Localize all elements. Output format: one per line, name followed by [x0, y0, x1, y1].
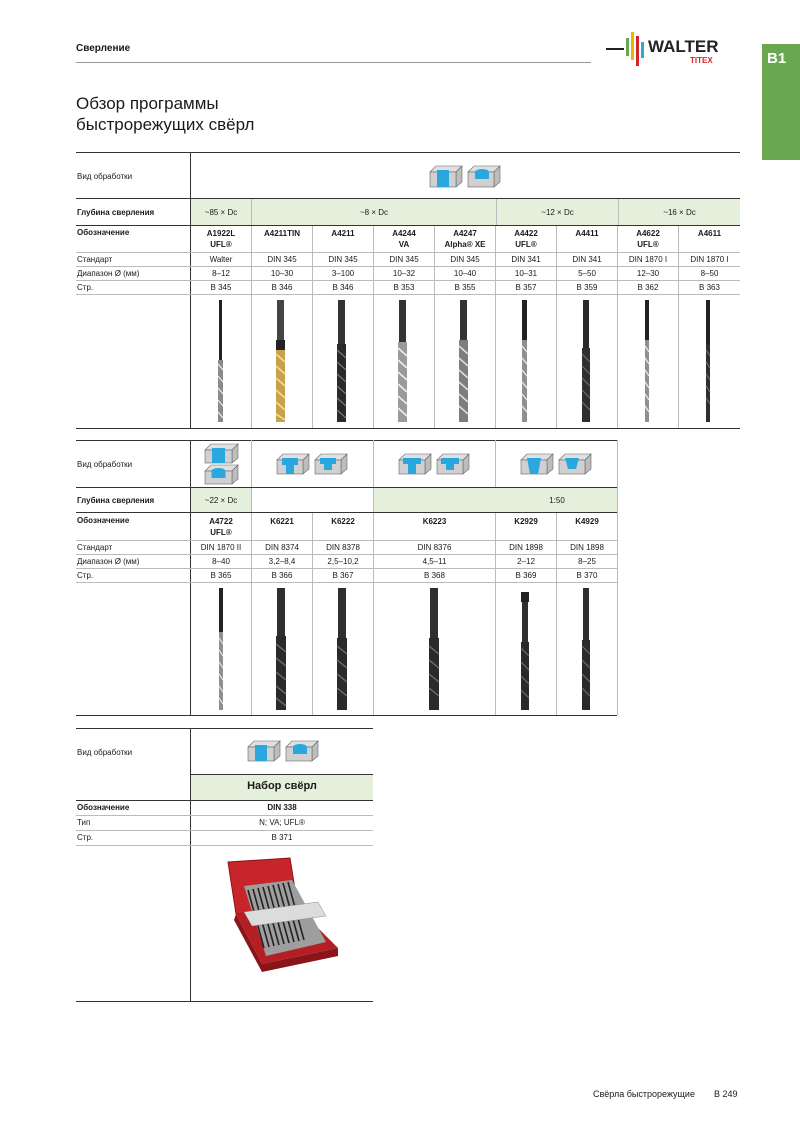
table1-col-standard: DIN 1870 I: [628, 255, 668, 264]
table3-type-label: Тип: [77, 818, 91, 827]
table1-top-rule: [76, 152, 740, 153]
table1-col-designation[interactable]: A4244 VA: [392, 229, 416, 249]
table1-range-label: Диапазон Ø (мм): [77, 269, 140, 278]
table2-col-page[interactable]: B 367: [332, 571, 354, 580]
table2-col-designation[interactable]: K2929: [514, 517, 538, 526]
table2-col-designation[interactable]: K4929: [575, 517, 599, 526]
table2-standard-label: Стандарт: [77, 543, 113, 552]
header-divider: [76, 62, 591, 63]
brand-name: WALTER: [648, 37, 719, 56]
blind-hole-icons: [204, 443, 240, 485]
page-title: [76, 93, 254, 135]
table2-col-standard: DIN 8374: [265, 543, 299, 552]
table1-designation-label: Обозначение: [77, 228, 130, 237]
table2-range-label: Диапазон Ø (мм): [77, 557, 140, 566]
drill-image: [698, 298, 718, 426]
table2-col-page[interactable]: B 365: [210, 571, 232, 580]
table1-processing-icons: [428, 164, 502, 188]
table1-col-standard: DIN 341: [511, 255, 541, 264]
footer-text: Свёрла быстрорежущие: [593, 1089, 695, 1099]
table1-col-page[interactable]: B 345: [210, 283, 232, 292]
table3-page[interactable]: B 371: [271, 833, 293, 842]
drill-image: [454, 298, 474, 426]
table3-designation[interactable]: DIN 338: [267, 803, 297, 812]
table1-col-designation[interactable]: A4247 Alpha® XE: [444, 229, 486, 249]
table2-col-range: 8–40: [212, 557, 230, 566]
table1-col-page[interactable]: B 357: [515, 283, 537, 292]
title-line-1: Обзор программы: [76, 94, 219, 113]
table2-col-range: 2,5–10,2: [327, 557, 359, 566]
table1-col-range: 5–50: [578, 269, 596, 278]
table2-col-page[interactable]: B 368: [424, 571, 445, 580]
table2-page-label: Стр.: [77, 571, 94, 580]
table2-col-designation[interactable]: K6223: [422, 517, 447, 526]
table3-processing-label: Вид обработки: [77, 748, 133, 757]
drill-image: [576, 586, 596, 714]
table1-col-range: 3–100: [331, 269, 355, 278]
drill-image: [393, 298, 413, 426]
table2-col-range: 3,2–8,4: [268, 557, 296, 566]
table1-depth-8: ~8 × Dc: [359, 208, 388, 217]
table1-col-designation[interactable]: A4211: [331, 229, 355, 238]
drill-image: [271, 298, 291, 426]
drill-image: [515, 586, 535, 714]
table2-col-designation[interactable]: A4722 UFL®: [209, 517, 233, 537]
table2-col-designation[interactable]: K6222: [331, 517, 355, 526]
table2-col-standard: DIN 1898: [509, 543, 543, 552]
drill-image: [332, 298, 352, 426]
brand-logo: [606, 30, 746, 70]
table1-col-range: 10–30: [270, 269, 294, 278]
table3-type: N; VA; UFL®: [259, 818, 305, 827]
table2-col-standard: DIN 1870 II: [200, 543, 242, 552]
through-hole-icon: [428, 164, 502, 188]
table2-col-page[interactable]: B 370: [576, 571, 598, 580]
drill-set-image: [222, 856, 342, 976]
title-line-2: быстрорежущих свёрл: [76, 115, 255, 134]
table1-col-page[interactable]: B 363: [699, 283, 720, 292]
table2-designation-label: Обозначение: [77, 516, 130, 525]
table1-col-designation[interactable]: A1922L UFL®: [206, 229, 236, 249]
drill-image: [271, 586, 291, 714]
table1-col-designation[interactable]: A4422 UFL®: [514, 229, 538, 249]
table3-designation-label: Обозначение: [77, 803, 130, 812]
stepped-hole-icons: [275, 453, 349, 475]
table1-depth-label: Глубина сверления: [77, 208, 155, 217]
table1-col-range: 10–40: [453, 269, 477, 278]
table1-depth-85: ~85 × Dc: [204, 208, 238, 217]
table1-col-standard: DIN 345: [267, 255, 297, 264]
table1-col-designation[interactable]: A4211TIN: [263, 229, 301, 238]
chapter-tab-label: B1: [767, 50, 787, 67]
table1-col-designation[interactable]: A4611: [697, 229, 722, 238]
table3-processing-icons: [246, 740, 320, 762]
table2-depth-22: ~22 × Dc: [204, 496, 238, 505]
table1-col-range: 12–30: [636, 269, 660, 278]
table1-col-page[interactable]: B 346: [271, 283, 293, 292]
table1-processing-label: Вид обработки: [77, 172, 133, 181]
table1-col-range: 8–12: [212, 269, 230, 278]
table3-header: Набор свёрл: [247, 780, 317, 792]
table2-col-range: 2–12: [517, 557, 535, 566]
drill-image: [424, 586, 444, 714]
table1-col-standard: DIN 345: [328, 255, 358, 264]
table1-col-standard: DIN 341: [572, 255, 602, 264]
table2-col-standard: DIN 1898: [570, 543, 604, 552]
table1-col-page[interactable]: B 362: [637, 283, 659, 292]
table1-col-standard: DIN 345: [389, 255, 419, 264]
table2-depth-taper: 1:50: [549, 496, 565, 505]
table1-col-standard: DIN 345: [450, 255, 480, 264]
table2-col-page[interactable]: B 369: [515, 571, 537, 580]
table1-col-designation[interactable]: A4622 UFL®: [636, 229, 660, 249]
table1-standard-label: Стандарт: [77, 255, 113, 264]
table2-col-standard: DIN 8378: [326, 543, 360, 552]
stepped-hole-icons: [397, 453, 471, 475]
table1-col-standard: Walter: [209, 255, 233, 264]
table2-col-standard: DIN 8376: [417, 543, 452, 552]
drill-image: [332, 586, 352, 714]
table1-depth-12: ~12 × Dc: [541, 208, 574, 217]
table1-depth-16: ~16 × Dc: [663, 208, 696, 217]
table2-processing-label: Вид обработки: [77, 460, 133, 469]
table2-col-range: 4,5–11: [422, 557, 447, 566]
drill-image: [211, 586, 231, 714]
drill-image: [576, 298, 596, 426]
taper-hole-icons: [519, 453, 593, 475]
drill-image: [515, 298, 535, 426]
table1-col-page[interactable]: B 355: [454, 283, 476, 292]
table2-col-designation[interactable]: K6221: [270, 517, 294, 526]
table2-depth-label: Глубина сверления: [77, 496, 155, 505]
table1-col-page[interactable]: B 359: [576, 283, 598, 292]
table1-col-range: 10–32: [392, 269, 416, 278]
table1-col-page[interactable]: B 346: [332, 283, 354, 292]
table2-col-page[interactable]: B 366: [271, 571, 293, 580]
drill-image: [637, 298, 657, 426]
chapter-tab[interactable]: [762, 44, 800, 160]
table1-col-standard: DIN 1870 I: [690, 255, 729, 264]
table3-page-label: Стр.: [77, 833, 94, 842]
footer-page-number: B 249: [714, 1089, 738, 1099]
table1-col-page[interactable]: B 353: [393, 283, 415, 292]
drill-image: [211, 298, 231, 426]
section-title: Сверление: [76, 43, 131, 54]
table1-col-range: 8–50: [700, 269, 719, 278]
table1-page-label: Стр.: [77, 283, 94, 292]
table2-col-range: 8–25: [578, 557, 596, 566]
table1-col-range: 10–31: [514, 269, 538, 278]
table1-col-designation[interactable]: A4411: [575, 229, 599, 238]
brand-sub: TITEX: [690, 56, 713, 65]
